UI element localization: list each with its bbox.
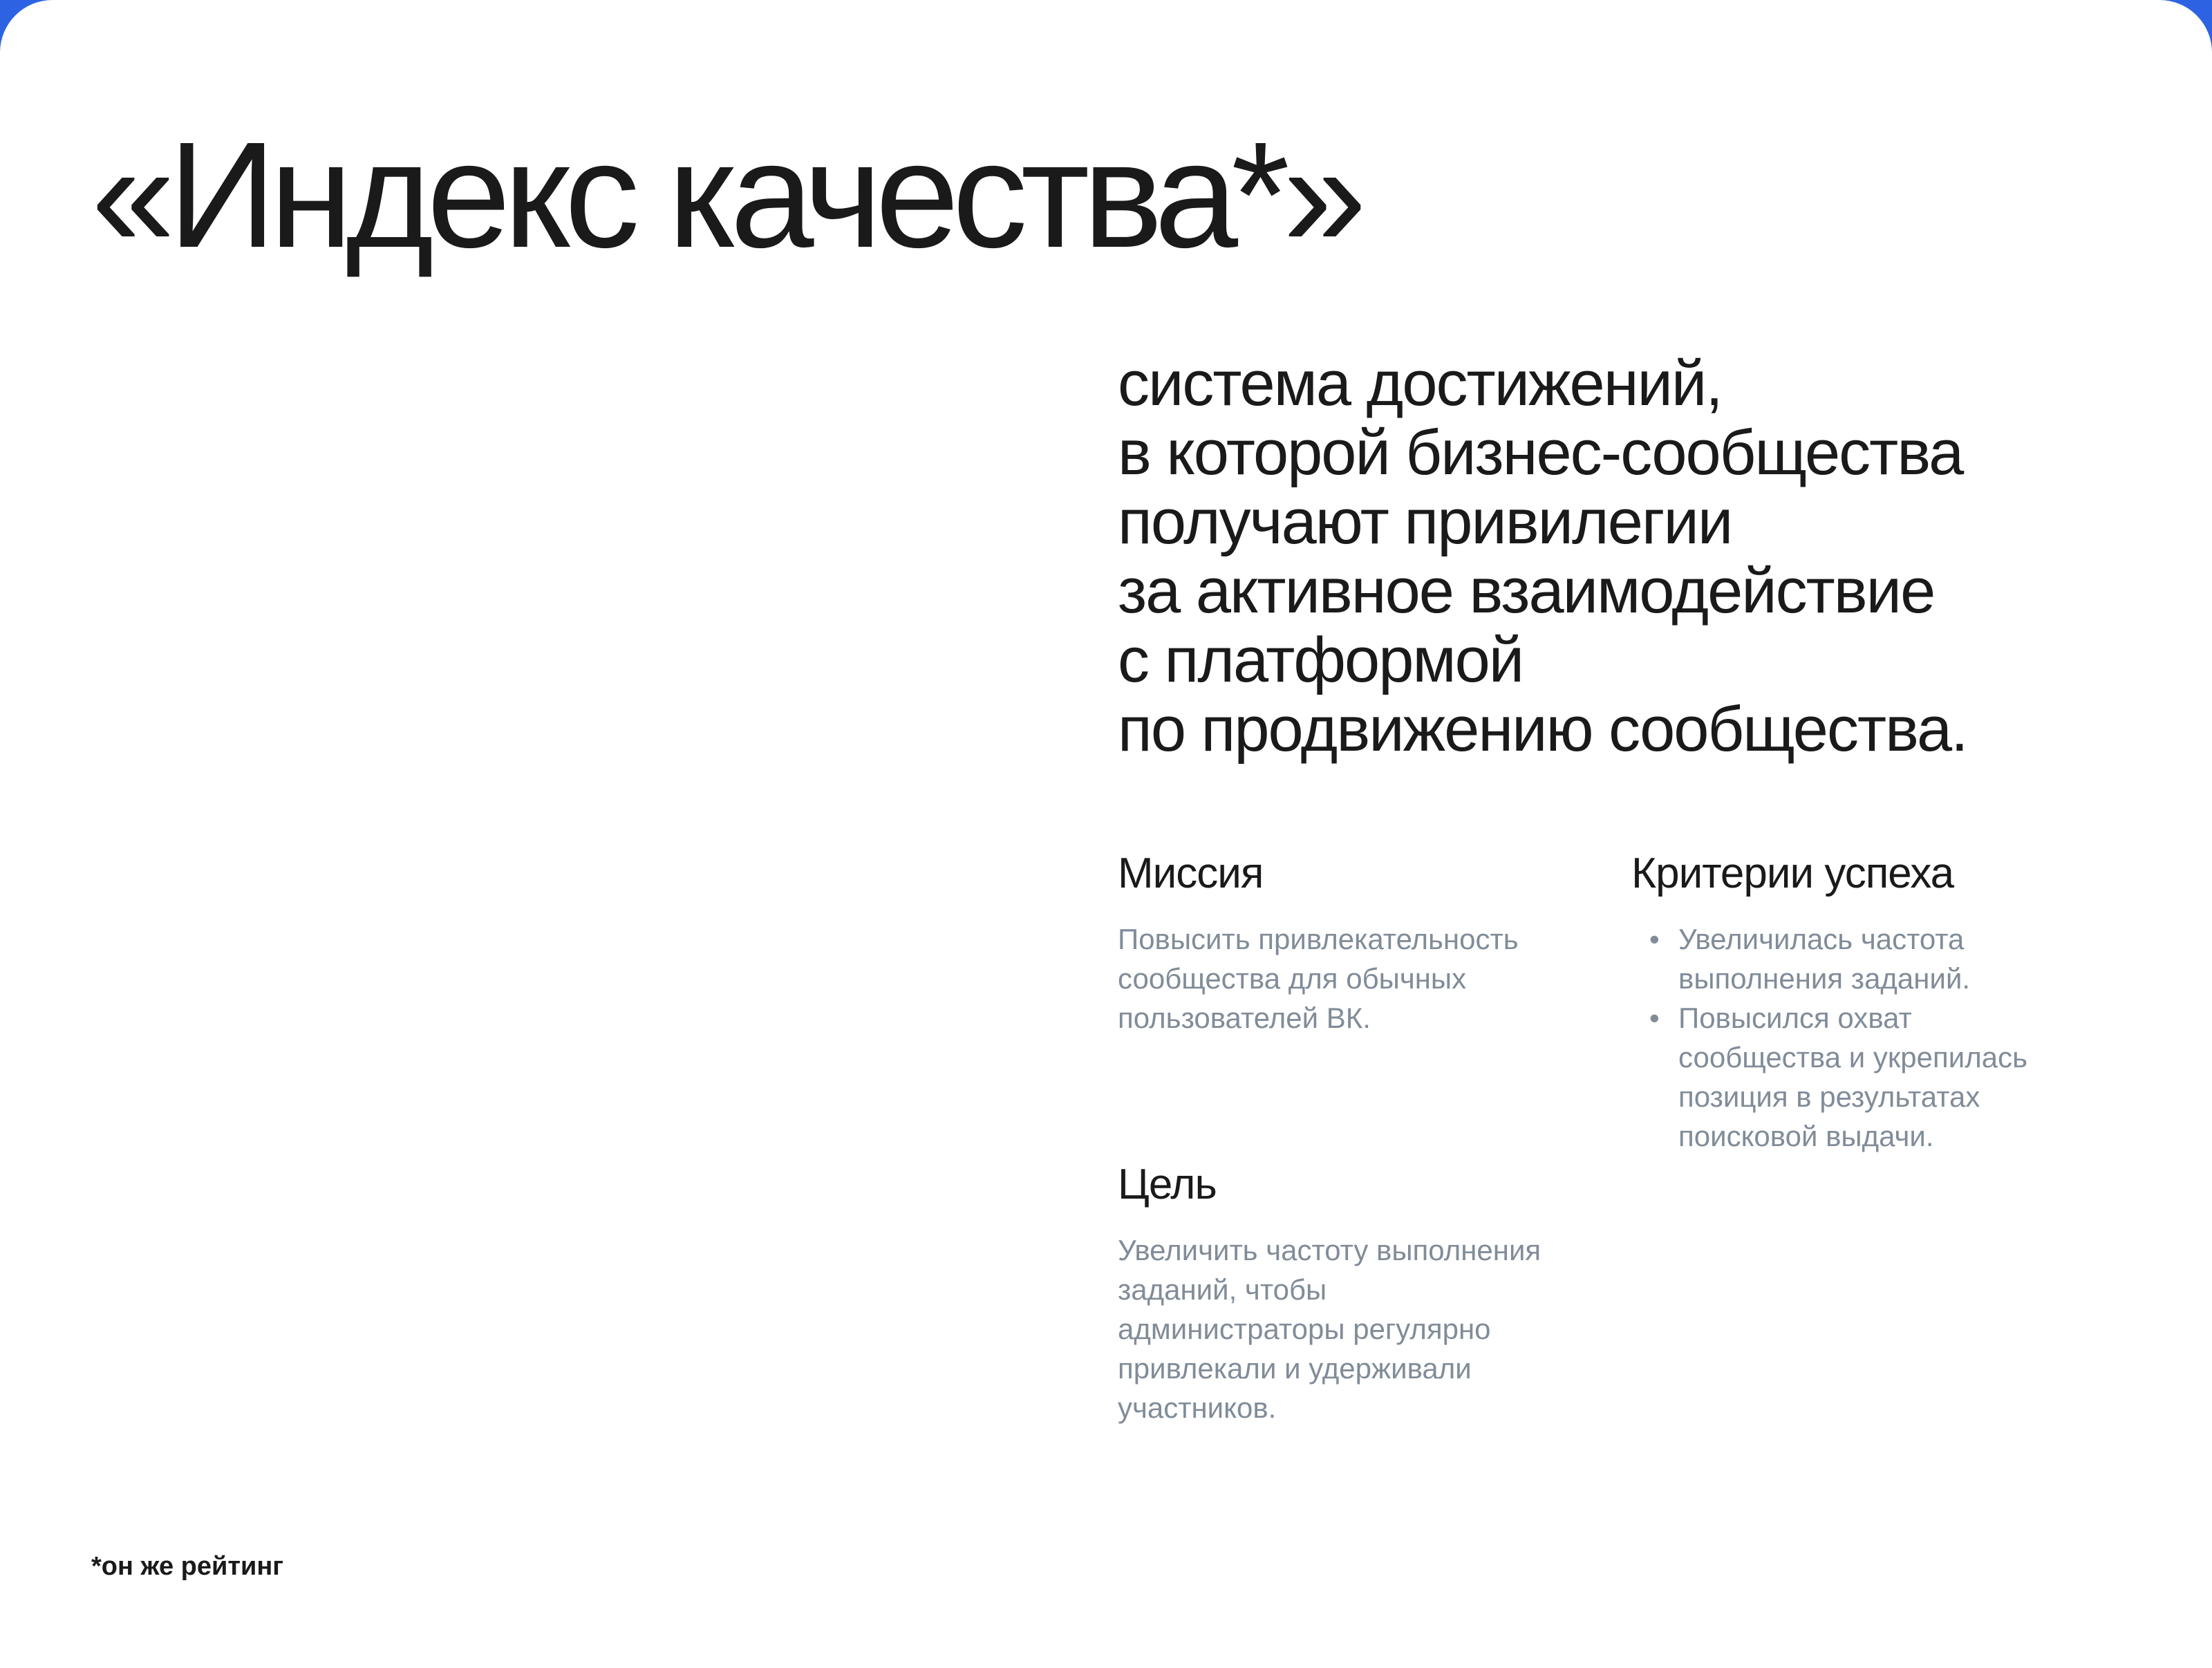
mission-text: Повысить привлекательность сообщества для обычных пользователей ВК. [1118, 923, 1519, 1034]
footnote: *он же рейтинг [91, 1552, 284, 1581]
criteria-heading: Критерии успеха [1631, 850, 1954, 897]
goal-text: Увеличить частоту выполнения заданий, чтобы администраторы регулярно привлекали и удерживали участников. [1118, 1234, 1541, 1424]
list-item [1631, 998, 2157, 1156]
criteria-list [1631, 919, 2157, 1156]
page-title: «Индекс качества*» [91, 111, 1360, 279]
criteria-item-text: Увеличилась частота выполнения заданий. [1678, 923, 1971, 995]
criteria-item-text: Повысился охват сообщества и укрепилась позиция в результатах поисковой выдачи. [1678, 1002, 2027, 1152]
list-item [1631, 919, 2157, 998]
mission-heading: Миссия [1118, 850, 1264, 897]
lead-paragraph: система достижений, в которой бизнес-сообщества получают привилегии за активное взаимодействие с платформой по продвижению сообщества. [1118, 348, 1967, 765]
bullet-icon: • [1649, 923, 1660, 955]
goal-heading: Цель [1118, 1161, 1217, 1208]
bullet-icon: • [1649, 1002, 1660, 1034]
